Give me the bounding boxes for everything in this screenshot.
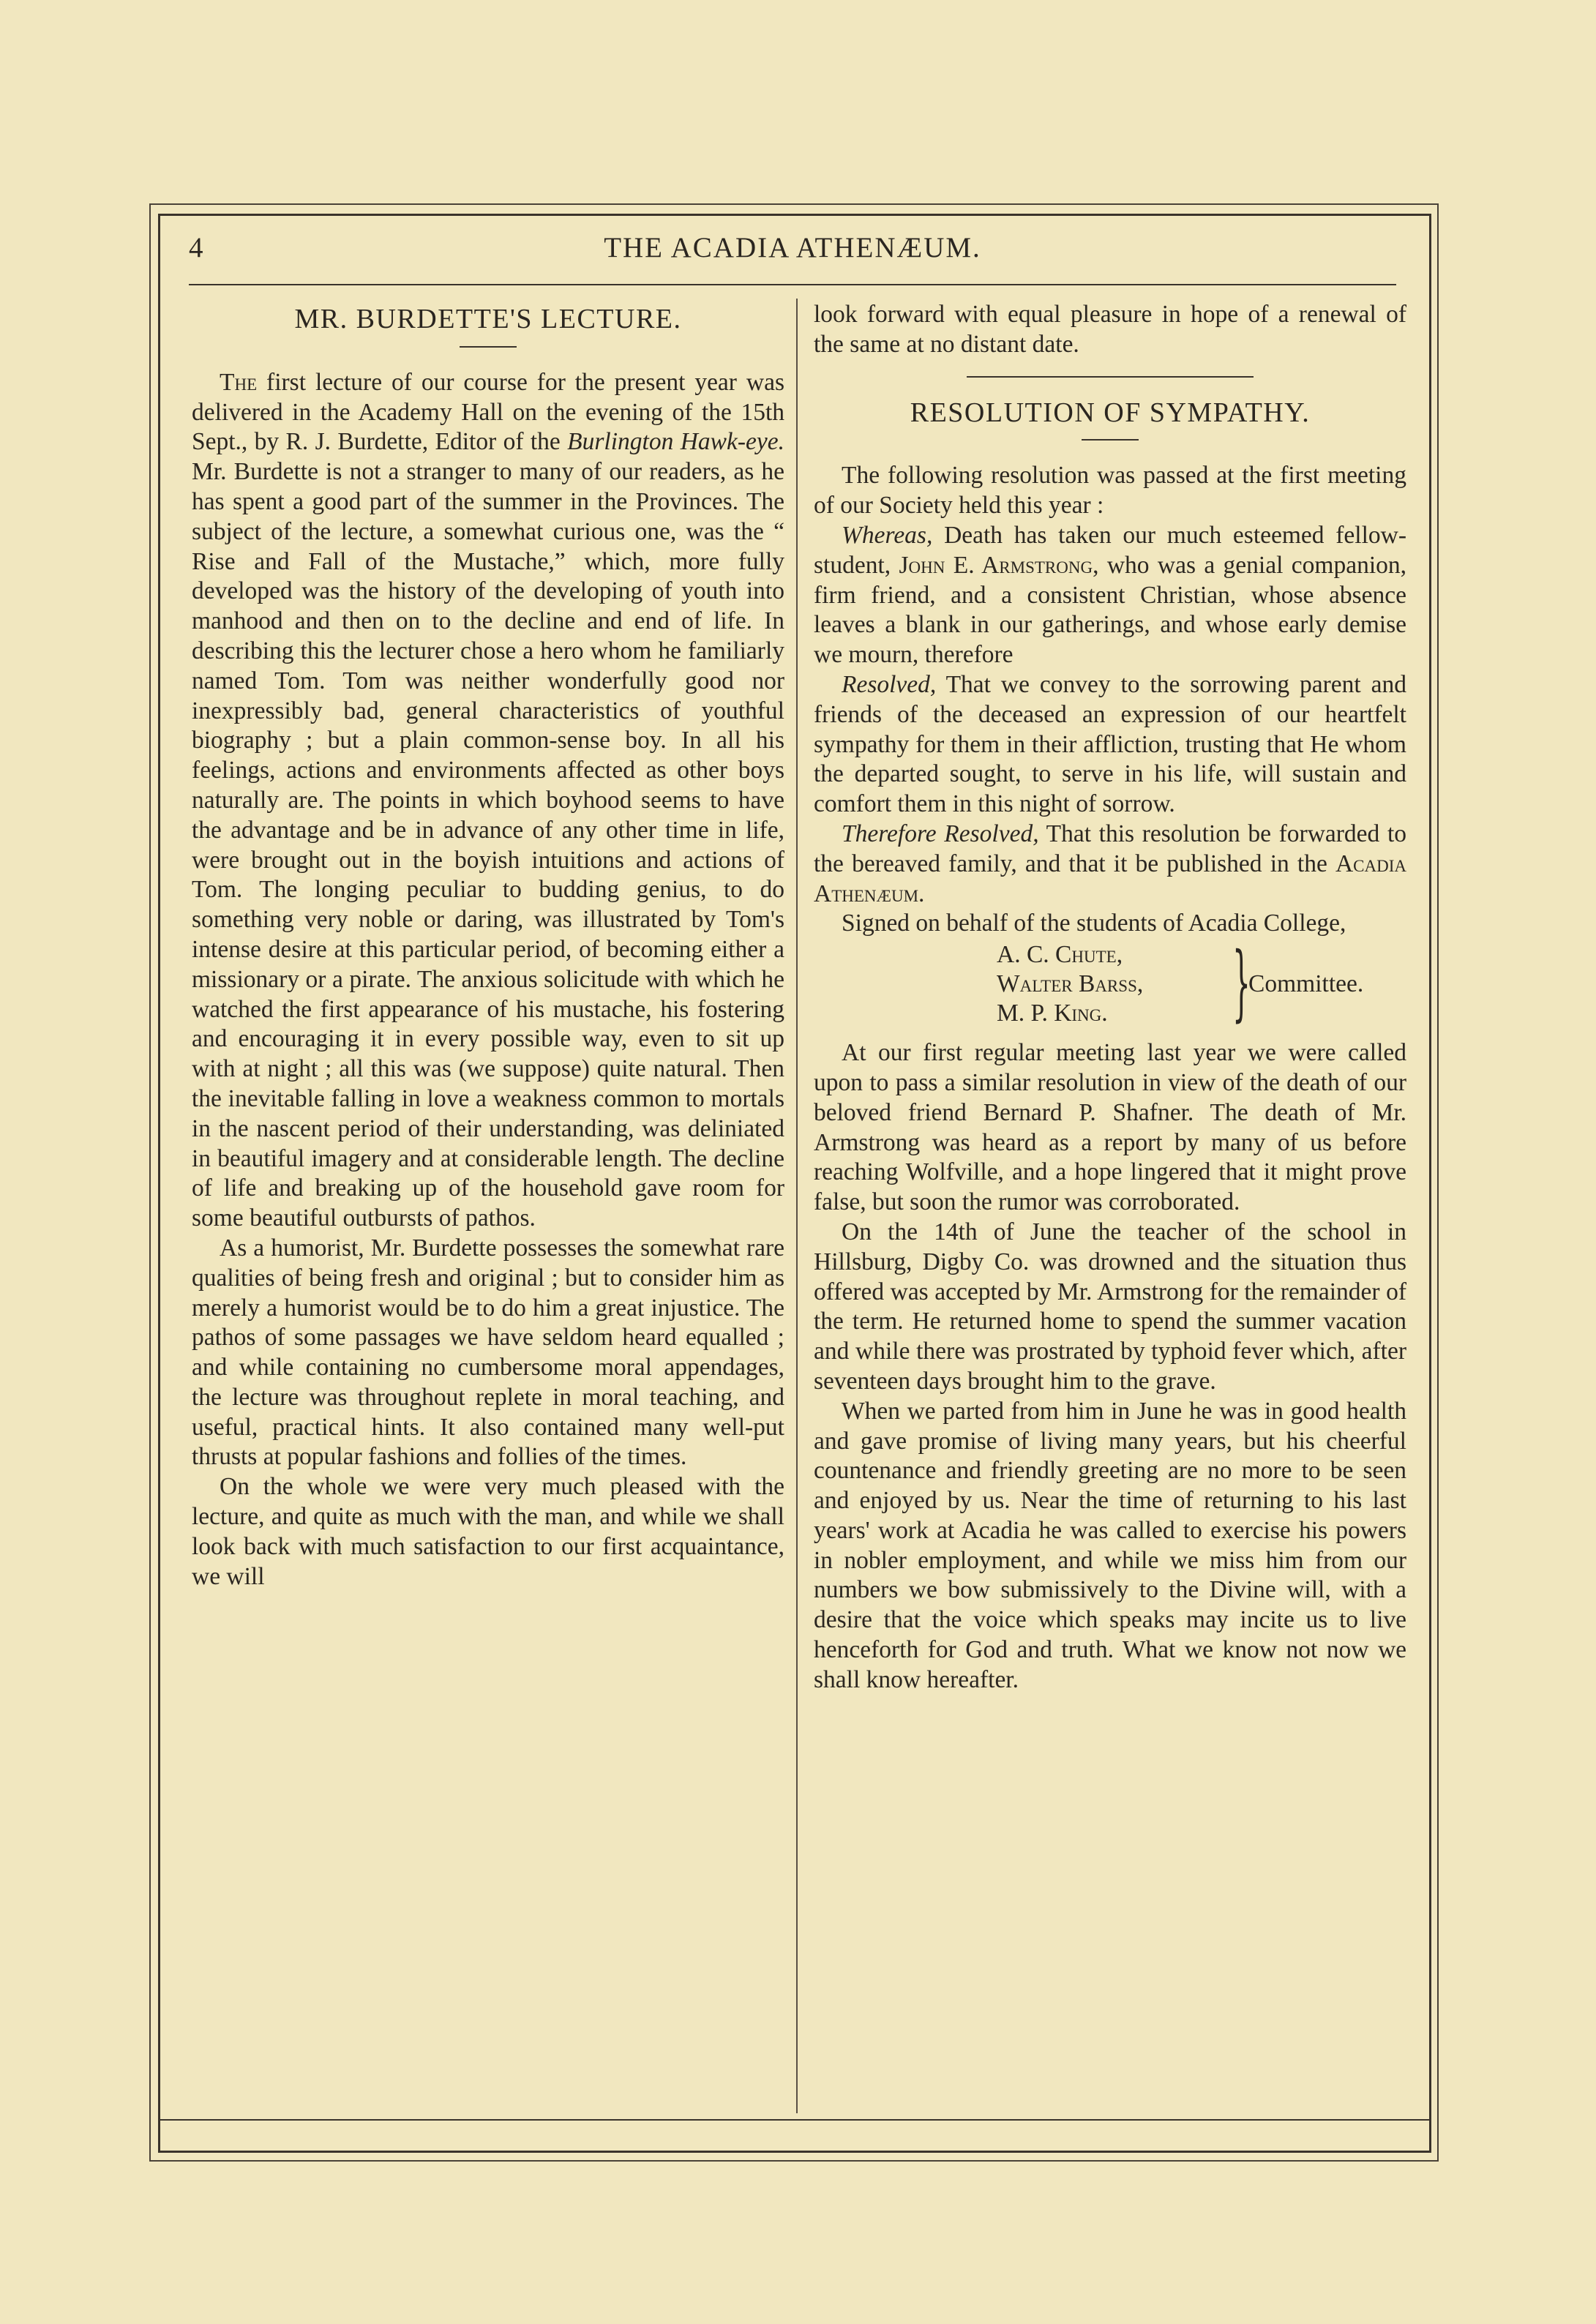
resolution-intro: The following resolution was passed at the first meeting of our Society held this year : [814,462,1406,520]
committee-member: A. C. Chute, [997,941,1123,969]
committee-label: Committee. [1248,970,1364,998]
whereas-label: Whereas, [842,521,933,549]
june-paragraph: On the 14th of June the teacher of the school in Hillsburg, Digby Co. was drowned and the situation thus offered was accepted by Mr. Armstrong for the remainder of the term. He returned home to spend the summer vacation and while there was prostrated by typhoid fever which, after seventeen days brought him to the grave. [814,1218,1406,1395]
parted-paragraph: When we parted from him in June he was in good health and gave promise of living many years, but his cheerful countenance and friendly greeting are no more to be seen and enjoyed by us. Near the time of returning to his last years' work at Acadia he was called to exercise his powers in nobler employment, and while we miss him from our numbers we bow submissively to the Divine will, with a desire that the voice which speaks may incite us to live henceforth for God and truth. What we know not now we shall know hereafter. [814,1397,1406,1693]
page-header [189,231,1396,275]
lecture-paragraph-1 [192,368,784,1234]
paragraph-text: Death has taken our much esteemed fellow-student, [814,521,1406,579]
paragraph-text: That we convey to the sorrowing parent and friends of the deceased an expression of our heartfelt sympathy for them in their affliction, trusting that He whom the departed sought, to serve in his life, will sustain and comfort them in this night of sorrow. [814,670,1406,818]
newspaper-name: Burlington Hawk-eye. [567,428,785,456]
lecture-headline: MR. BURDETTE'S LECTURE. [294,304,682,334]
resolution-headline: RESOLUTION OF SYMPATHY. [910,397,1311,428]
brace-glyph: } [1232,935,1251,1031]
header-rule [189,284,1396,285]
bottom-rule [158,2119,1429,2121]
resolved-label: Resolved, [842,670,937,698]
paragraph-text: first lecture of our course for the present year was delivered in the Academy Hall on the evening of the 15th Sept., by R. J. Burdette, Editor of the [192,368,784,456]
dropcap-word: The [220,368,258,396]
therefore-resolved-label: Therefore Resolved, [842,820,1039,847]
headline-rule [460,346,517,348]
left-column [192,300,784,1592]
section-rule [967,376,1254,378]
page-number: 4 [189,232,203,263]
committee-block [814,935,1406,1032]
resolved-paragraph [814,670,1406,820]
lecture-paragraph-2: As a humorist, Mr. Burdette possesses the somewhat rare qualities of being fresh and original ; but to consider him as merely a humorist would be to do him a great injustice. The pathos of some passages we have seldom heard equalled ; and while containing no cumbersome moral appendages, the lecture was throughout replete in moral teaching, and useful, practical hints. It also contained many well-put thrusts at popular fashions and follies of the times. [192,1234,784,1471]
therefore-resolved-paragraph [814,820,1406,909]
headline-rule [1082,439,1139,441]
committee-member: Walter Barss, [997,970,1144,998]
journal-title: THE ACADIA ATHENÆUM. [604,232,981,263]
right-column [814,300,1406,1695]
paragraph-text: That this resolution be forwarded to the bereaved family, and that it be published in the [814,820,1406,877]
first-meeting-paragraph: At our first regular meeting last year we were called upon to pass a similar resolution in view of the death of our beloved friend Bernard P. Shafner. The death of Mr. Armstrong was heard as a report by many of us before reaching Wolfville, and a hope lingered that it might prove false, but soon the rumor was corroborated. [814,1039,1406,1216]
committee-member: M. P. King. [997,1000,1108,1027]
paragraph-text: Mr. Burdette is not a stranger to many of our readers, as he has spent a good part of the summer in the Provinces. The subject of the lecture, a somewhat curious one, was the “ Rise and Fall of the Mustache,” which, more fully developed was the history of the developing of youth into manhood and then on to the decline and end of life. In describing this the lecturer chose a hero whom he familiarly named Tom. Tom was neither wonderfully good nor inexpressibly bad, general characteristics of youthful biography ; but a plain common-sense boy. In all his feelings, actions and environments affected as other boys naturally are. The points in which boyhood seems to have the advantage and be in advance of any other time in life, were brought out in the boyish intuitions and actions of Tom. The longing peculiar to budding genius, to do something very noble or daring, was illustrated by Tom's intense desire at this particular period, of becoming either a missionary or a pirate. The anxious solicitude with which he watched the first appearance of his mustache, his fostering and encouraging it in every possible way, even to sit up with at night ; all this was (we suppose) quite natural. Then the inevitable falling in love a weakness common to mortals in the nascent period of their understanding, was deliniated in beautiful imagery and at considerable length. The decline of life and breaking up of the household gave room for some beautiful outbursts of pathos. [192,458,784,1232]
column-divider [796,299,798,2113]
paragraph-text: who was a genial companion, firm friend, and a consistent Christian, whose absence leaves a blank in our gatherings, and whose early demise we mourn, therefore [814,551,1406,669]
continuation-paragraph: look forward with equal pleasure in hope of a renewal of the same at no distant date. [814,301,1406,358]
publication-name: Acadia Athenæum. [814,850,1406,907]
whereas-paragraph [814,521,1406,670]
lecture-paragraph-3: On the whole we were very much pleased with the lecture, and quite as much with the man, and while we shall look back with much satisfaction to our first acquaintance, we will [192,1473,784,1590]
student-name: John E. Armstrong, [899,551,1099,579]
signed-paragraph: Signed on behalf of the students of Acadia College, [842,910,1346,937]
